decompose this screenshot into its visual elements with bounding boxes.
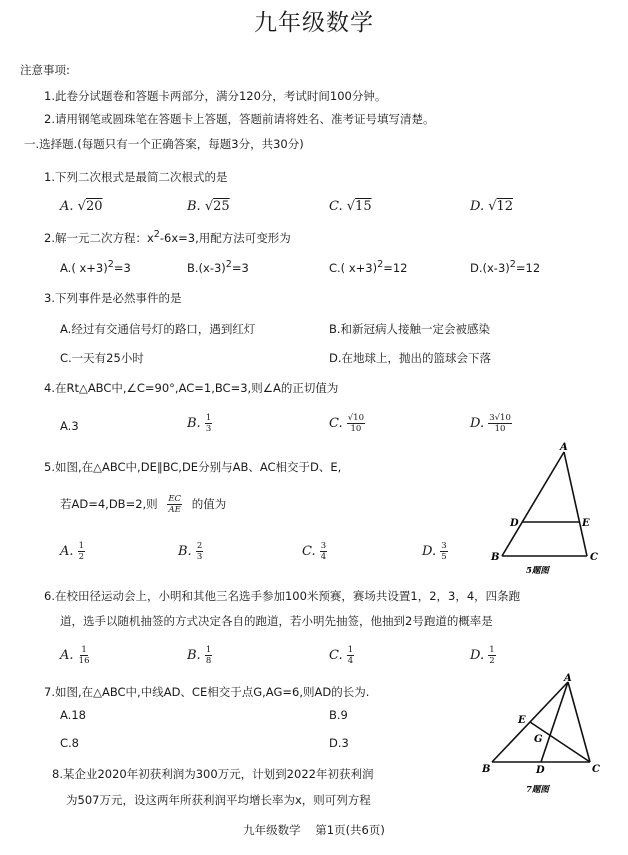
q4-option-d xyxy=(470,413,512,434)
q5-option-b xyxy=(178,541,203,562)
label-b: B xyxy=(491,552,500,563)
option-letter: C. xyxy=(329,199,343,214)
option-text: =3 xyxy=(231,260,249,275)
option-letter: C. xyxy=(329,648,343,663)
q6-option-c xyxy=(329,645,354,666)
numerator: √10 xyxy=(347,413,364,423)
label-c: C xyxy=(590,552,598,563)
denominator: 16 xyxy=(78,656,90,666)
q4-stem: 4.在Rt△ABC中,∠C=90°,AC=1,BC=3,则∠A的正切值为 xyxy=(44,381,339,395)
label-e: E xyxy=(518,715,526,726)
option-text: C.( x+3) xyxy=(329,260,378,275)
radicand: 25 xyxy=(213,199,230,214)
denominator: 3 xyxy=(205,424,212,434)
q5-line2 xyxy=(60,494,226,515)
denominator: 10 xyxy=(494,424,506,434)
label-a: A xyxy=(560,442,568,453)
fraction xyxy=(78,645,91,666)
exponent: 2 xyxy=(225,259,232,270)
numerator: 3 xyxy=(320,541,327,551)
q1-stem: 1.下列二次根式是最简二次根式的是 xyxy=(44,170,228,184)
page-footer: 九年级数学 第1页(共6页) xyxy=(243,823,385,837)
q5-line2-suffix: 的值为 xyxy=(191,497,227,511)
option-letter: A. xyxy=(60,544,74,559)
q4-option-c xyxy=(329,413,365,434)
option-text: =3 xyxy=(113,260,131,275)
page-title: 九年级数学 xyxy=(254,10,374,36)
denominator: 3 xyxy=(196,552,203,562)
radicand: 12 xyxy=(496,199,514,214)
q2-option-a xyxy=(60,259,131,275)
label-g: G xyxy=(534,734,543,745)
figure-caption: 7题图 xyxy=(526,785,549,795)
option-letter: D. xyxy=(470,199,485,214)
option-letter: A. xyxy=(60,199,74,214)
q2-stem xyxy=(44,229,291,246)
q7-option-c: C.8 xyxy=(60,736,80,750)
q5-option-d xyxy=(422,541,448,562)
option-letter: B. xyxy=(187,416,201,431)
denominator: 5 xyxy=(441,552,447,562)
section-title: 一.选择题.(每题只有一个正确答案，每题3分，共30分) xyxy=(24,137,304,151)
denominator: 8 xyxy=(205,656,212,666)
q5-line2-prefix: 若AD=4,DB=2,则 xyxy=(60,497,158,511)
q2-stem-suffix: -6x=3,用配方法可变形为 xyxy=(159,230,291,245)
denominator: 2 xyxy=(78,552,85,562)
q2-option-b xyxy=(187,259,249,275)
option-letter: B. xyxy=(187,648,201,663)
fraction xyxy=(78,541,85,562)
denominator: 2 xyxy=(489,656,495,666)
q5-figure xyxy=(480,440,620,580)
q5-stem: 5.如图,在△ABC中,DE∥BC,DE分别与AB、AC相交于D、E, xyxy=(44,460,342,474)
numerator: 1 xyxy=(489,645,495,655)
q1-option-d: D. √12 xyxy=(470,199,514,214)
q2-option-d xyxy=(470,259,540,275)
fraction xyxy=(488,413,512,434)
denominator: AE xyxy=(168,505,181,515)
radicand: 15 xyxy=(355,199,372,214)
numerator: EC xyxy=(168,494,182,504)
q1-option-a: A. √20 xyxy=(60,199,103,214)
fraction xyxy=(488,645,495,666)
option-letter: C. xyxy=(302,544,316,559)
numerator: 2 xyxy=(196,541,203,551)
fraction xyxy=(347,645,354,666)
exponent: 2 xyxy=(377,259,384,270)
q7-figure xyxy=(478,672,618,802)
option-text: D.(x-3) xyxy=(470,260,510,275)
option-letter: C. xyxy=(329,416,343,431)
numerator: 1 xyxy=(205,413,212,423)
numerator: 1 xyxy=(78,541,85,551)
label-d: D xyxy=(536,765,545,776)
q3-option-d: D.在地球上，抛出的篮球会下落 xyxy=(329,351,492,365)
q8-line2: 为507万元，设这两年所获利润平均增长率为x，则可列方程 xyxy=(66,793,371,807)
notice-1: 1.此卷分试题卷和答题卡两部分，满分120分，考试时间100分钟。 xyxy=(44,89,387,103)
numerator: 3√10 xyxy=(489,413,511,423)
q3-option-a: A.经过有交通信号灯的路口，遇到红灯 xyxy=(60,322,256,336)
option-text: =12 xyxy=(383,260,408,275)
notice-header: 注意事项: xyxy=(20,63,70,77)
label-a: A xyxy=(564,673,572,684)
numerator: 1 xyxy=(347,645,354,655)
q7-stem: 7.如图,在△ABC中,中线AD、CE相交于点G,AG=6,则AD的长为. xyxy=(44,685,370,699)
q6-option-b xyxy=(187,645,212,666)
side-ab xyxy=(502,452,564,556)
median-ad xyxy=(541,682,568,762)
q7-option-b: B.9 xyxy=(329,708,348,722)
option-letter: B. xyxy=(178,544,192,559)
q6-line1: 6.在校田径运动会上，小明和其他三名选手参加100米预赛，赛场共设置1，2，3，4，四条跑 xyxy=(44,589,521,603)
fraction xyxy=(205,645,212,666)
fraction xyxy=(347,413,365,434)
q1-option-b: B. √25 xyxy=(187,199,230,214)
q6-option-a xyxy=(60,645,91,666)
q3-stem: 3.下列事件是必然事件的是 xyxy=(44,291,182,305)
exponent: 2 xyxy=(153,229,160,240)
numerator: 3 xyxy=(441,541,447,551)
fraction xyxy=(320,541,327,562)
figure-caption: 5题图 xyxy=(526,566,549,576)
q3-option-c: C.一天有25小时 xyxy=(60,351,144,365)
exponent: 2 xyxy=(107,259,114,270)
fraction xyxy=(440,541,447,562)
side-ac xyxy=(564,452,587,556)
exponent: 2 xyxy=(509,259,516,270)
denominator: 4 xyxy=(320,552,327,562)
q4-option-a: A.3 xyxy=(60,419,79,433)
option-letter: B. xyxy=(187,199,201,214)
denominator: 10 xyxy=(350,424,362,434)
label-b: B xyxy=(482,764,491,775)
fraction xyxy=(205,413,212,434)
fraction-ec-ae xyxy=(167,494,182,515)
q6-line2: 道，选手以随机抽签的方式决定各自的跑道，若小明先抽签，他抽到2号跑道的概率是 xyxy=(60,614,493,628)
q2-option-c xyxy=(329,259,407,275)
option-letter: D. xyxy=(422,544,437,559)
label-d: D xyxy=(510,518,519,529)
q1-option-c: C. √15 xyxy=(329,199,372,214)
q8-line1: 8.某企业2020年初获利润为300万元，计划到2022年初获利润 xyxy=(52,767,374,781)
option-text: A.( x+3) xyxy=(60,260,108,275)
label-c: C xyxy=(592,764,600,775)
q5-option-c xyxy=(302,541,327,562)
notice-2: 2.请用钢笔或圆珠笔在答题卡上答题，答题前请将姓名、准考证号填写清楚。 xyxy=(44,112,435,126)
fraction xyxy=(196,541,203,562)
q7-option-d: D.3 xyxy=(329,736,349,750)
q2-stem-prefix: 2.解一元二次方程：x xyxy=(44,230,154,245)
numerator: 1 xyxy=(205,645,212,655)
denominator: 4 xyxy=(347,656,354,666)
q4-option-b xyxy=(187,413,212,434)
numerator: 1 xyxy=(81,645,87,655)
option-text: B.(x-3) xyxy=(187,260,226,275)
q7-option-a: A.18 xyxy=(60,708,86,722)
q3-option-b: B.和新冠病人接触一定会被感染 xyxy=(329,322,491,336)
q6-option-d xyxy=(470,645,496,666)
option-text: =12 xyxy=(515,260,541,275)
q5-option-a xyxy=(60,541,85,562)
option-letter: D. xyxy=(470,648,485,663)
option-letter: A. xyxy=(60,648,74,663)
label-e: E xyxy=(582,518,590,529)
option-letter: D. xyxy=(470,416,485,431)
radicand: 20 xyxy=(85,199,103,214)
